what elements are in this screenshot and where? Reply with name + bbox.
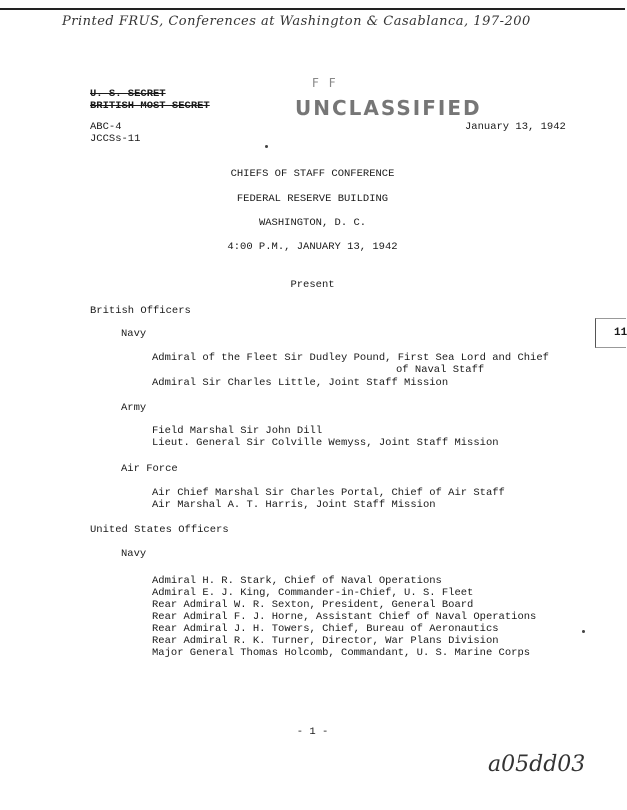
british-air-label: Air Force	[121, 463, 178, 475]
british-army-line1: Field Marshal Sir John Dill	[152, 425, 323, 437]
british-army-label: Army	[121, 402, 147, 414]
stamp-fragment: F F	[312, 76, 339, 90]
british-navy-line1: Admiral of the Fleet Sir Dudley Pound, First Sea Lord and Chief	[152, 352, 549, 364]
british-officers-label: British Officers	[90, 305, 191, 317]
classification-british: BRITISH MOST SECRET	[90, 100, 210, 112]
us-navy-member: Rear Admiral J. H. Towers, Chief, Bureau of Aeronautics	[152, 623, 499, 635]
us-officers-label: United States Officers	[90, 524, 229, 536]
british-navy-line1b: of Naval Staff	[396, 364, 485, 376]
present-label: Present	[290, 279, 335, 291]
archive-code: a05dd03	[488, 752, 586, 777]
classification-us: U. S. SECRET	[90, 88, 166, 100]
british-navy-line2: Admiral Sir Charles Little, Joint Staff Mission	[152, 377, 449, 389]
british-air-line1: Air Chief Marshal Sir Charles Portal, Chief of Air Staff	[152, 487, 505, 499]
us-navy-member: Rear Admiral F. J. Horne, Assistant Chief of Naval Operations	[152, 611, 537, 623]
heading-time: 4:00 P.M., JANUARY 13, 1942	[227, 241, 398, 253]
document-date: January 13, 1942	[465, 121, 566, 133]
ref-jccs: JCCSs-11	[90, 133, 141, 145]
handwritten-note: Printed FRUS, Conferences at Washington & Casablanca, 197-200	[62, 14, 531, 29]
us-navy-label: Navy	[121, 548, 147, 560]
heading-city: WASHINGTON, D. C.	[258, 217, 367, 229]
us-navy-member: Major General Thomas Holcomb, Commandant, U. S. Marine Corps	[152, 647, 531, 659]
speck	[265, 145, 268, 148]
us-navy-member: Rear Admiral R. K. Turner, Director, War Plans Division	[152, 635, 499, 647]
heading-location: FEDERAL RESERVE BUILDING	[236, 193, 389, 205]
us-navy-member: Admiral E. J. King, Commander-in-Chief, U. S. Fleet	[152, 587, 474, 599]
british-air-line2: Air Marshal A. T. Harris, Joint Staff Mission	[152, 499, 436, 511]
page-number: - 1 -	[296, 726, 329, 738]
unclassified-stamp: UNCLASSIFIED	[295, 96, 482, 120]
side-tab-number: 11	[614, 327, 627, 339]
page-side-tab	[595, 318, 626, 348]
us-navy-member: Rear Admiral W. R. Sexton, President, General Board	[152, 599, 474, 611]
us-navy-member: Admiral H. R. Stark, Chief of Naval Operations	[152, 575, 442, 587]
heading-title: CHIEFS OF STAFF CONFERENCE	[230, 168, 395, 180]
ref-abc: ABC-4	[90, 121, 122, 133]
british-navy-label: Navy	[121, 328, 147, 340]
speck	[582, 630, 585, 633]
top-rule	[0, 8, 625, 10]
british-army-line2: Lieut. General Sir Colville Wemyss, Joint Staff Mission	[152, 437, 499, 449]
